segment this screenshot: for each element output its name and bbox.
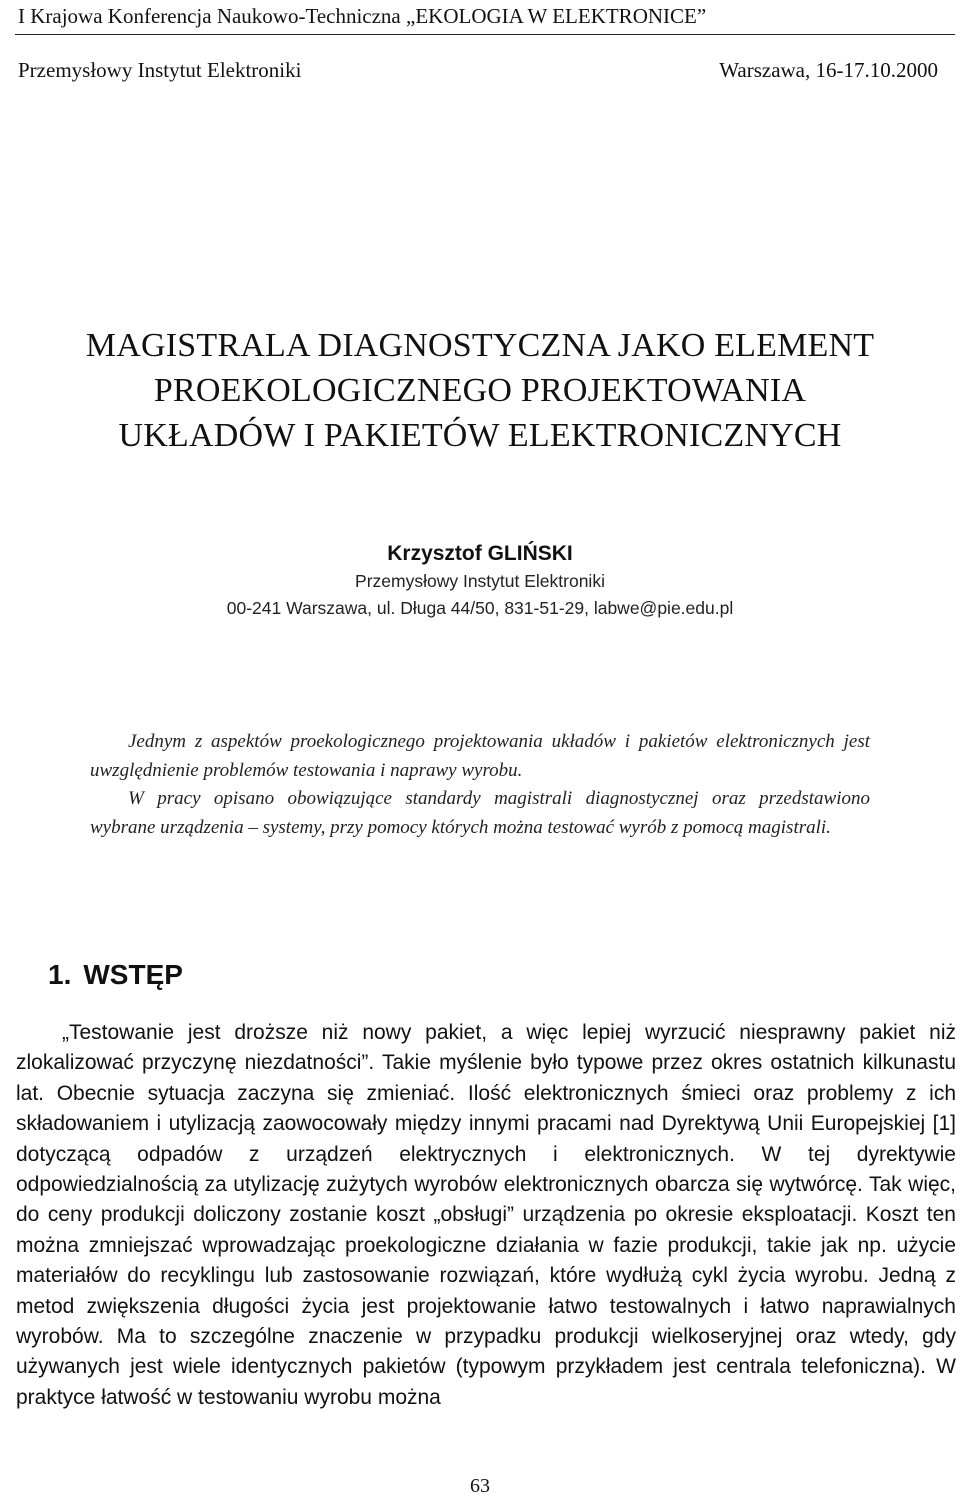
place-date-header: Warszawa, 16-17.10.2000 [719, 58, 938, 82]
header-rule [15, 34, 955, 35]
page-number: 63 [470, 1475, 490, 1497]
author-affiliation: Przemysłowy Instytut Elektroniki [355, 571, 605, 591]
abstract-paragraph: Jednym z aspektów proekologicznego projektowania układów i pakietów elektronicznych jest uwzględnienie problemów testowania i naprawy wyrobu. [90, 731, 870, 781]
title-line: UKŁADÓW I PAKIETÓW ELEKTRONICZNYCH [118, 417, 842, 454]
body-paragraph: „Testowanie jest droższe niż nowy pakiet, a więc lepiej wyrzucić niesprawny pakiet niż zlokalizować przyczynę niezdatności”. Takie myślenie było typowe przez okres ostatnich kilkunastu lat. Obecnie sytuacja zaczyna się zmieniać. Ilość elektronicznych śmieci oraz problemy z ich składowaniem i utylizacją zaowocowały między innymi pracami nad Dyrektywą Unii Europejskiej [1] dotyczącą odpadów z urządzeń elektrycznych i elektronicznych. W tej dyrektywie odpowiedzialnością za utylizację zużytych wyrobów elektronicznych obarcza się wytwórcę. Tak więc, do ceny produkcji doliczony zostanie koszt „obsługi” urządzenia po okresie eksploatacji. Koszt ten można zmniejszać wprowadzając proekologiczne działania w fazie produkcji, takie jak np. użycie materiałów do recyklingu lub zastosowanie rozwiązań, które wydłużą cykl życia wyrobu. Jedną z metod zwiększenia długości życia jest projektowanie łatwo testowalnych i łatwo naprawialnych wyrobów. Ma to szczególne znaczenie w przypadku produkcji wielkoseryjnej oraz wtedy, gdy używanych jest wiele identycznych pakietów (typowym przykładem jest centrala telefoniczna). W praktyce łatwość w testowaniu wyrobu można [16, 1021, 956, 1409]
paper-title [0, 323, 960, 458]
conference-header: I Krajowa Konferencja Naukowo-Techniczna „EKOLOGIA W ELEKTRONICE” [18, 4, 707, 28]
author-address: 00-241 Warszawa, ul. Długa 44/50, 831-51-29, labwe@pie.edu.pl [226, 598, 734, 618]
abstract [90, 728, 870, 842]
section-heading [48, 958, 183, 992]
author-name: Krzysztof GLIŃSKI [387, 542, 573, 565]
title-line: MAGISTRALA DIAGNOSTYCZNA JAKO ELEMENT [85, 327, 875, 364]
abstract-paragraph: W pracy opisano obowiązujące standardy magistrali diagnostycznej oraz przedstawiono wybrane urządzenia – systemy, przy pomocy których można testować wyrób z pomocą magistrali. [90, 788, 870, 838]
author-block [0, 540, 960, 622]
institute-header: Przemysłowy Instytut Elektroniki [18, 58, 302, 82]
section-number: 1. [48, 959, 72, 990]
title-line: PROEKOLOGICZNEGO PROJEKTOWANIA [153, 372, 807, 409]
section-title: WSTĘP [83, 959, 183, 990]
